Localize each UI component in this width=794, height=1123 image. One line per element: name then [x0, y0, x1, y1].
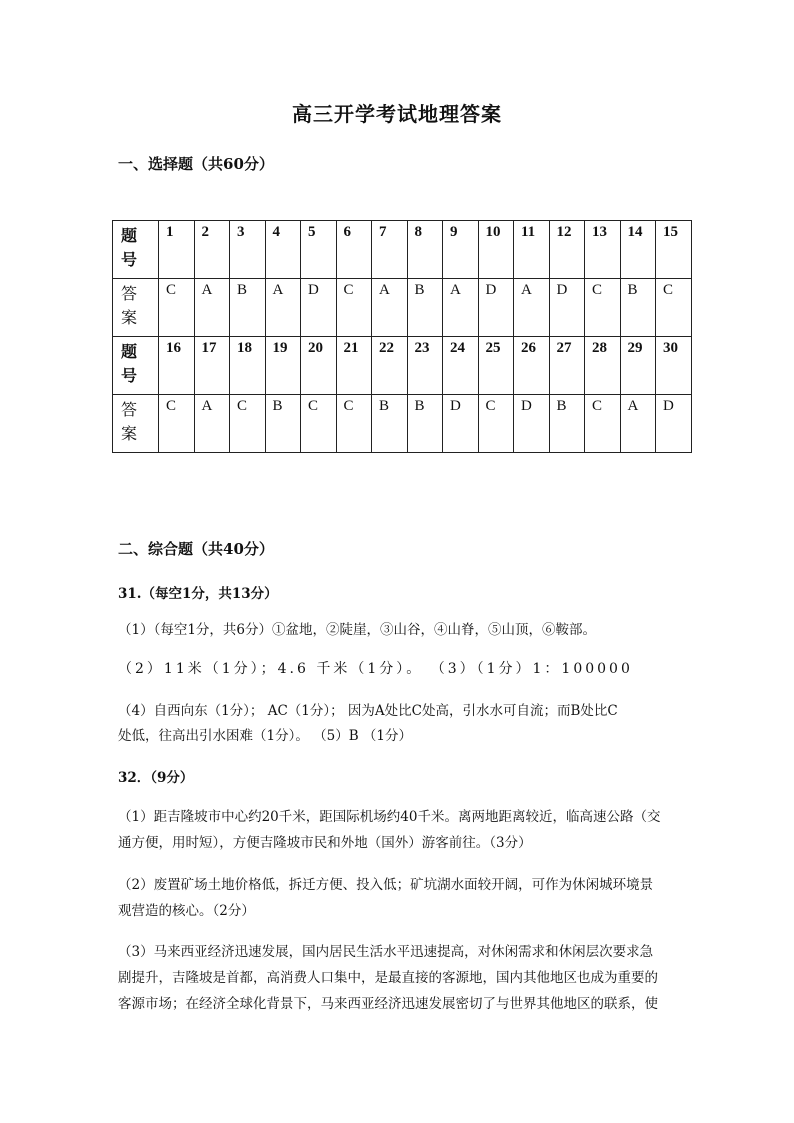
question-number-cell: 2 [194, 221, 230, 279]
answer-cell: C [585, 395, 621, 453]
answer-cell: C [478, 395, 514, 453]
row-label-char: 答 [121, 284, 138, 303]
question-number-cell: 27 [549, 337, 585, 395]
question-number-cell: 16 [159, 337, 195, 395]
question-number-cell: 25 [478, 337, 514, 395]
answer-cell: B [372, 395, 408, 453]
row-label-char: 题 [121, 342, 138, 361]
question-number-cell: 20 [301, 337, 337, 395]
question-32-header: 32．（9分） [118, 770, 194, 786]
answer-cell: C [336, 279, 372, 337]
answer-cell: C [159, 279, 195, 337]
question-number-cell: 18 [230, 337, 266, 395]
question-32-part-3-line-1: （3）马来西亚经济迅速发展，国内居民生活水平迅速提高，对休闲需求和休闲层次要求急 [118, 944, 654, 960]
answer-cell: B [230, 279, 266, 337]
question-32-part-2-line-1: （2）废置矿场土地价格低，拆迁方便、投入低；矿坑湖水面较开阔，可作为休闲城环境景 [118, 877, 654, 893]
answer-cell: D [301, 279, 337, 337]
answer-cell: D [478, 279, 514, 337]
row-label-answer [113, 279, 159, 337]
row-label-char: 号 [121, 366, 138, 385]
question-31-part-4-line-1: （4）自西向东（1分）； AC（1分）； 因为A处比C处高，引水水可自流；而B处比C [118, 703, 618, 719]
question-number-cell: 24 [443, 337, 479, 395]
answer-cell: C [230, 395, 266, 453]
answer-cell: C [656, 279, 692, 337]
answer-table [112, 220, 692, 453]
question-number-cell: 26 [514, 337, 550, 395]
question-number-cell: 28 [585, 337, 621, 395]
question-number-cell: 1 [159, 221, 195, 279]
answer-cell: C [585, 279, 621, 337]
answer-cell: B [407, 395, 443, 453]
question-32-part-1-line-2: 通方便，用时短），方便吉隆坡市民和外地（国外）游客前往。（3分） [118, 835, 532, 851]
question-number-cell: 17 [194, 337, 230, 395]
answer-cell: D [514, 395, 550, 453]
question-number-cell: 15 [656, 221, 692, 279]
row-label-char: 题 [121, 226, 138, 245]
question-number-cell: 11 [514, 221, 550, 279]
answer-cell: B [620, 279, 656, 337]
answer-cell: A [620, 395, 656, 453]
answer-cell: C [336, 395, 372, 453]
row-label-char: 案 [121, 308, 138, 327]
question-number-cell: 4 [265, 221, 301, 279]
answer-cell: A [265, 279, 301, 337]
answer-cell: C [159, 395, 195, 453]
question-number-cell: 21 [336, 337, 372, 395]
question-number-cell: 6 [336, 221, 372, 279]
question-number-cell: 10 [478, 221, 514, 279]
question-31-part-1: （1）（每空1分，共6分）①盆地，②陡崖，③山谷，④山脊，⑤山顶，⑥鞍部。 [118, 622, 597, 638]
question-number-cell: 8 [407, 221, 443, 279]
question-31-header: 31.（每空1分，共13分） [118, 586, 278, 602]
section-multiple-choice-heading: 一、选择题（共60分） [118, 155, 274, 173]
answer-row [113, 279, 692, 337]
row-label-char: 案 [121, 424, 138, 443]
answer-cell: D [656, 395, 692, 453]
answer-cell: D [443, 395, 479, 453]
row-label-char: 号 [121, 250, 138, 269]
answer-cell: D [549, 279, 585, 337]
answer-cell: A [194, 279, 230, 337]
answer-cell: B [265, 395, 301, 453]
answer-cell: A [194, 395, 230, 453]
row-label-question-number [113, 221, 159, 279]
answer-cell: B [549, 395, 585, 453]
question-number-cell: 5 [301, 221, 337, 279]
question-number-cell: 29 [620, 337, 656, 395]
question-32-part-1-line-1: （1）距吉隆坡市中心约20千米，距国际机场约40千米。离两地距离较近，临高速公路（交 [118, 809, 661, 825]
question-31-part-2-text: （2）11米（1分）；4.6 千米（1分）。 （3）（1分）1：100000 [118, 661, 633, 677]
row-label-question-number [113, 337, 159, 395]
row-label-char: 答 [121, 400, 138, 419]
question-32-part-3-line-2: 剧提升，吉隆坡是首都，高消费人口集中，是最直接的客源地，国内其他地区也成为重要的 [118, 970, 658, 986]
question-32-part-2-line-2: 观营造的核心。（2分） [118, 903, 255, 919]
question-number-cell: 9 [443, 221, 479, 279]
question-number-cell: 7 [372, 221, 408, 279]
question-number-cell: 3 [230, 221, 266, 279]
question-number-cell: 14 [620, 221, 656, 279]
answer-row [113, 395, 692, 453]
answer-cell: B [407, 279, 443, 337]
question-number-cell: 23 [407, 337, 443, 395]
answer-cell: A [372, 279, 408, 337]
page-title: 高三开学考试地理答案 [292, 102, 502, 126]
answer-cell: A [443, 279, 479, 337]
question-number-cell: 30 [656, 337, 692, 395]
question-number-cell: 22 [372, 337, 408, 395]
question-number-row [113, 221, 692, 279]
question-31-part-4-line-2: 处低，往高出引水困难（1分）。 （5）B （1分） [118, 728, 413, 744]
question-32-part-3-line-3: 客源市场；在经济全球化背景下，马来西亚经济迅速发展密切了与世界其他地区的联系，使 [118, 996, 658, 1012]
question-number-cell: 13 [585, 221, 621, 279]
question-number-cell: 12 [549, 221, 585, 279]
question-number-row [113, 337, 692, 395]
question-31-part-2 [118, 657, 680, 682]
answer-cell: C [301, 395, 337, 453]
question-number-cell: 19 [265, 337, 301, 395]
answer-cell: A [514, 279, 550, 337]
row-label-answer [113, 395, 159, 453]
section-comprehensive-heading: 二、综合题（共40分） [118, 540, 274, 558]
